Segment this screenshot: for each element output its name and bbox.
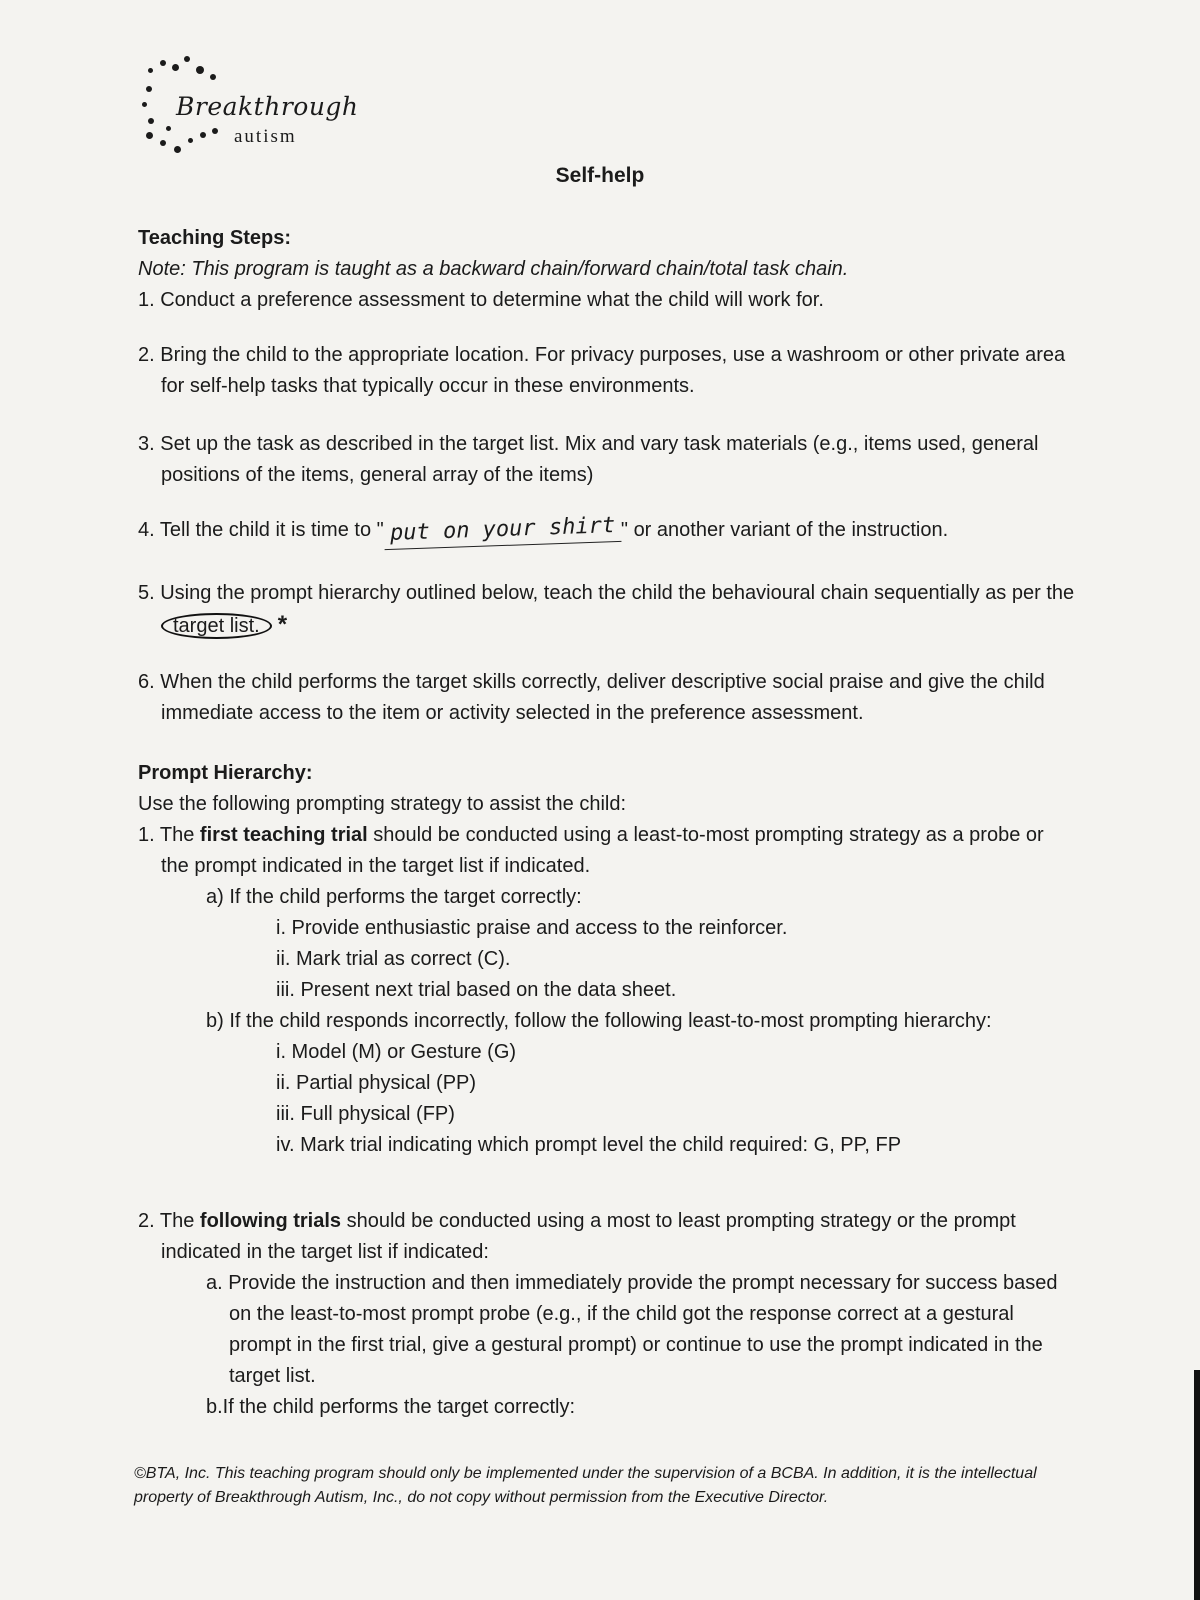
following-trials-bold: following trials xyxy=(199,1210,342,1232)
prompt-item-1b-iii: iii. Full physical (FP) xyxy=(276,1103,455,1125)
handwritten-asterisk: * xyxy=(277,611,288,638)
circled-target-list: target list. xyxy=(161,613,272,639)
step-3: 3. Set up the task as described in the target list. Mix and vary task materials (e.g., items used, general positions of the items, general array of the items) xyxy=(138,433,1039,486)
prompt-item-1-number: 1. The xyxy=(138,824,200,846)
teaching-note: Note: This program is taught as a backward chain/forward chain/total task chain. xyxy=(138,258,849,280)
prompt-item-1a-iii: iii. Present next trial based on the data sheet. xyxy=(276,979,677,1001)
prompt-item-2-section xyxy=(138,1206,1058,1423)
prompt-item-2-number: 2. The xyxy=(138,1210,200,1232)
prompt-item-1-text: should be conducted using a least-to-most prompting strategy as a probe or the prompt indicated in the target list if indicated. xyxy=(161,824,1044,877)
prompt-item-1b-iv: iv. Mark trial indicating which prompt level the child required: G, PP, FP xyxy=(276,1134,902,1156)
prompt-item-1 xyxy=(138,820,1058,882)
teaching-steps-section xyxy=(138,223,1058,316)
logo-subtitle: autism xyxy=(234,126,297,147)
prompt-hierarchy-heading: Prompt Hierarchy: xyxy=(138,762,313,784)
prompt-item-1b-i: i. Model (M) or Gesture (G) xyxy=(276,1041,517,1063)
step-5-text: 5. Using the prompt hierarchy outlined below, teach the child the behavioural chain sequentially as per the xyxy=(138,582,1075,604)
handwritten-instruction: put on your shirt xyxy=(383,510,621,550)
prompt-item-2 xyxy=(138,1206,1058,1268)
step-4-text-end: " or another variant of the instruction. xyxy=(620,519,949,541)
step-6: 6. When the child performs the target skills correctly, deliver descriptive social praise and give the child immediate access to the item or activity selected in the preference assessment. xyxy=(138,671,1045,724)
prompt-item-2a: a. Provide the instruction and then immediately provide the prompt necessary for success based on the least-to-most prompt probe (e.g., if the child got the response correct at a gestural prompt in the first trial, give a gestural prompt) or continue to use the prompt indicated in the target list. xyxy=(206,1272,1058,1387)
step-1: 1. Conduct a preference assessment to determine what the child will work for. xyxy=(138,289,824,311)
page-title: Self-help xyxy=(555,164,645,187)
teaching-steps-heading: Teaching Steps: xyxy=(138,227,291,249)
step-5 xyxy=(138,578,1081,642)
prompt-item-1a-i: i. Provide enthusiastic praise and access to the reinforcer. xyxy=(276,917,788,939)
prompt-intro: Use the following prompting strategy to assist the child: xyxy=(138,793,627,815)
prompt-item-1b-ii: ii. Partial physical (PP) xyxy=(276,1072,477,1094)
step-4-text-start: 4. Tell the child it is time to " xyxy=(138,519,384,541)
first-teaching-trial-bold: first teaching trial xyxy=(199,824,368,846)
prompt-hierarchy-section xyxy=(138,758,1058,1161)
prompt-item-2b: b.If the child performs the target correctly: xyxy=(206,1396,576,1418)
step-2: 2. Bring the child to the appropriate location. For privacy purposes, use a washroom or other private area for self-help tasks that typically occur in these environments. xyxy=(138,344,1066,397)
prompt-item-1b: b) If the child responds incorrectly, follow the following least-to-most prompting hierarchy: xyxy=(206,1010,992,1032)
scan-edge-shadow xyxy=(1194,1370,1200,1600)
step-4 xyxy=(138,514,1058,546)
logo-wordmark: Breakthrough xyxy=(176,92,359,121)
prompt-item-2-text: should be conducted using a most to least prompting strategy or the prompt indicated in the target list if indicated: xyxy=(161,1210,1016,1263)
prompt-item-1a-ii: ii. Mark trial as correct (C). xyxy=(276,948,511,970)
prompt-item-1a: a) If the child performs the target correctly: xyxy=(206,886,582,908)
copyright-footer: ©BTA, Inc. This teaching program should only be implemented under the supervision of a BCBA. In addition, it is the intellectual property of Breakthrough Autism, Inc., do not copy without permission from the Executive Director. xyxy=(134,1465,1037,1506)
breakthrough-logo xyxy=(138,54,398,164)
